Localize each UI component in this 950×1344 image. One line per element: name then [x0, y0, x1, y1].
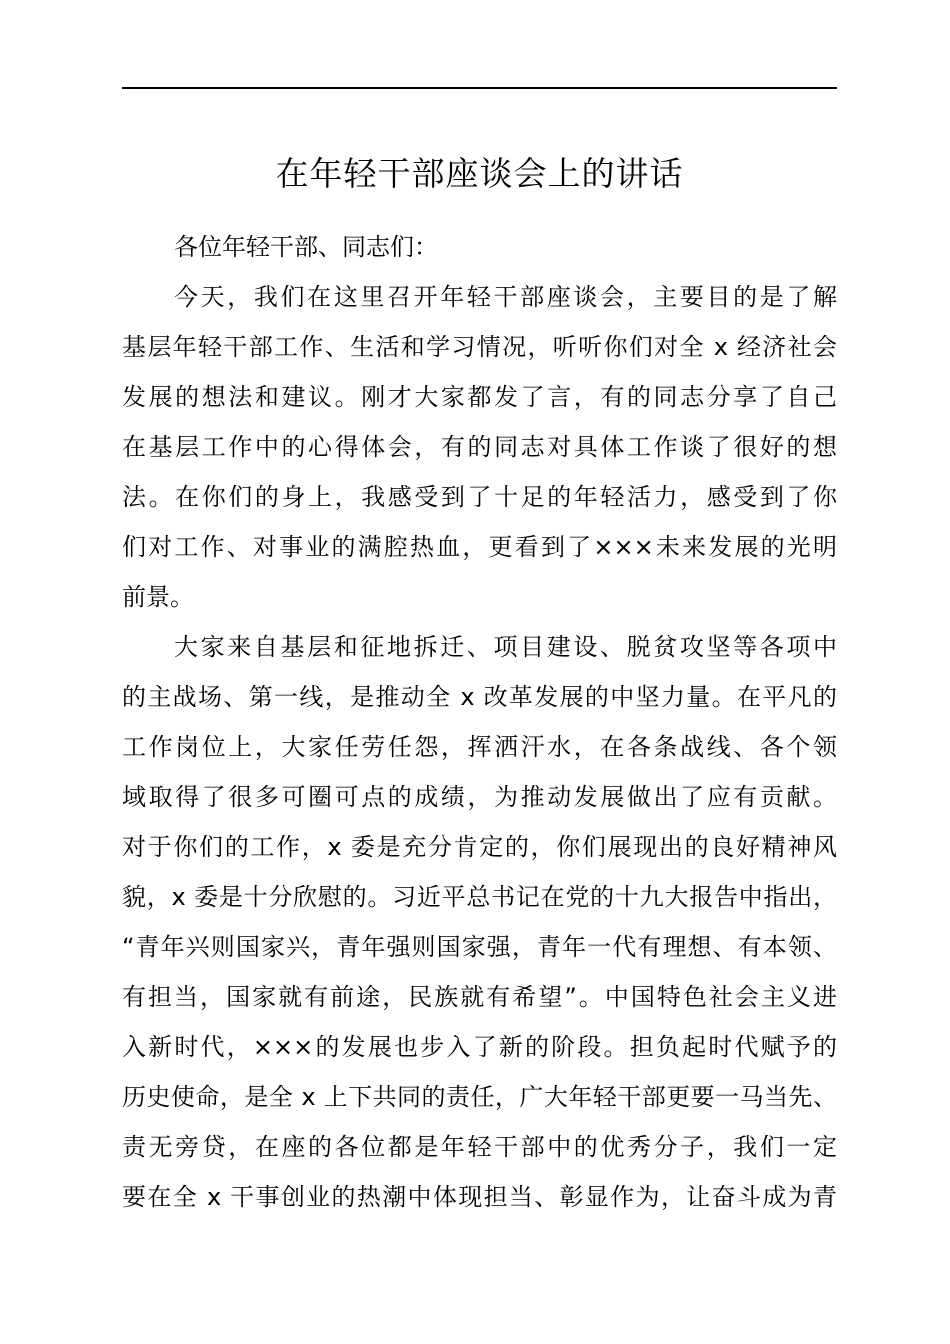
salutation-line: 各位年轻干部、同志们：	[174, 233, 438, 261]
paragraph-line: 域取得了很多可圈可点的成绩，为推动发展做出了应有贡献。	[122, 783, 837, 811]
paragraph-line: 责无旁贷，在座的各位都是年轻干部中的优秀分子，我们一定	[122, 1133, 837, 1161]
paragraph-line: 历史使命，是全 x 上下共同的责任，广大年轻干部更要一马当先、	[122, 1083, 837, 1111]
paragraph-line: 发展的想法和建议。刚才大家都发了言，有的同志分享了自己	[122, 383, 837, 411]
paragraph-line: 大家来自基层和征地拆迁、项目建设、脱贫攻坚等各项中	[174, 633, 837, 661]
paragraph-line: “青年兴则国家兴，青年强则国家强，青年一代有理想、有本领、	[122, 933, 837, 961]
paragraph-line: 们对工作、对事业的满腔热血，更看到了×××未来发展的光明	[122, 533, 837, 561]
document-body	[122, 222, 837, 1222]
paragraph-line: 今天，我们在这里召开年轻干部座谈会，主要目的是了解	[174, 283, 837, 311]
paragraph-line: 基层年轻干部工作、生活和学习情况，听听你们对全 x 经济社会	[122, 333, 837, 361]
paragraph-line: 貌，x 委是十分欣慰的。习近平总书记在党的十九大报告中指出，	[122, 883, 837, 911]
paragraph-line: 法。在你们的身上，我感受到了十足的年轻活力，感受到了你	[122, 483, 837, 511]
paragraph-line: 前景。	[122, 583, 194, 611]
paragraph-line: 对于你们的工作，x 委是充分肯定的，你们展现出的良好精神风	[122, 833, 837, 861]
paragraph-line: 要在全 x 干事创业的热潮中体现担当、彰显作为，让奋斗成为青	[122, 1183, 837, 1211]
header-rule	[122, 87, 837, 89]
paragraph-line: 在基层工作中的心得体会，有的同志对具体工作谈了很好的想	[122, 433, 837, 461]
paragraph-line: 有担当，国家就有前途，民族就有希望”。中国特色社会主义进	[122, 983, 837, 1011]
paragraph-line: 入新时代，×××的发展也步入了新的阶段。担负起时代赋予的	[122, 1033, 837, 1061]
paragraph-line: 工作岗位上，大家任劳任怨，挥洒汗水，在各条战线、各个领	[122, 733, 837, 761]
paragraph-line: 的主战场、第一线，是推动全 x 改革发展的中坚力量。在平凡的	[122, 683, 837, 711]
document-title: 在年轻干部座谈会上的讲话	[275, 154, 684, 193]
